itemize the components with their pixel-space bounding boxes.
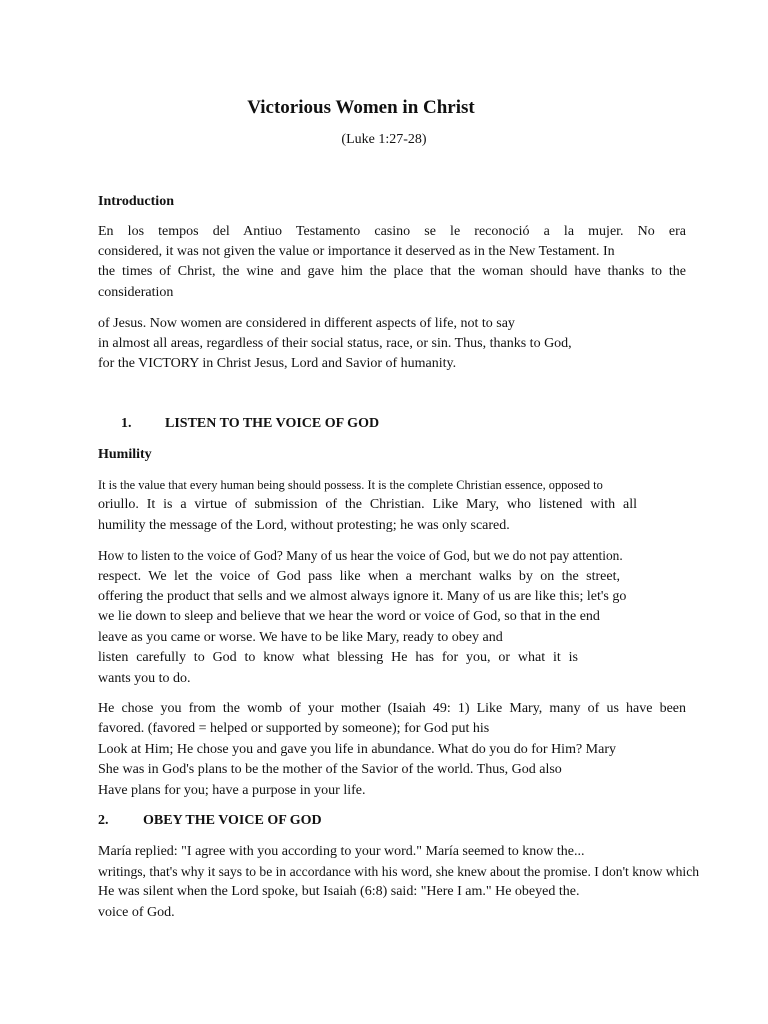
intro-p1-line: En los tempos del Antiuo Testamento casino se le reconoció a la mujer. No era (98, 224, 686, 239)
obey-line: He was silent when the Lord spoke, but Isaiah (6:8) said: "Here I am." He obeyed the. (98, 884, 580, 899)
section-2-number: 2. (98, 813, 109, 828)
intro-heading: Introduction (98, 194, 174, 209)
intro-p2-line: of Jesus. Now women are considered in different aspects of life, not to say (98, 316, 515, 331)
intro-p1-line: the times of Christ, the wine and gave him the place that the woman should have thanks to the (98, 264, 686, 279)
listen-line: respect. We let the voice of God pass like when a merchant walks by on the street, (98, 569, 620, 584)
obey-line: voice of God. (98, 905, 175, 920)
humility-heading: Humility (98, 447, 152, 462)
chose-line: Have plans for you; have a purpose in your life. (98, 783, 366, 798)
humility-line: It is the value that every human being should possess. It is the complete Christian essence, opposed to (98, 478, 603, 492)
intro-p2-line: for the VICTORY in Christ Jesus, Lord and Savior of humanity. (98, 356, 457, 371)
humility-line: humility the message of the Lord, without protesting; he was only scared. (98, 518, 510, 533)
document-title: Victorious Women in Christ (247, 97, 475, 118)
chose-line: He chose you from the womb of your mother (Isaiah 49: 1) Like Mary, many of us have been (98, 701, 686, 716)
listen-line: leave as you came or worse. We have to be like Mary, ready to obey and (98, 630, 503, 645)
section-1-number: 1. (121, 416, 132, 431)
intro-p1-line: consideration (98, 285, 174, 300)
section-2-title: OBEY THE VOICE OF GOD (143, 813, 322, 828)
intro-p1-line: considered, it was not given the value or importance it deserved as in the New Testament. In (98, 244, 615, 259)
section-1-title: LISTEN TO THE VOICE OF GOD (165, 416, 380, 431)
listen-line: wants you to do. (98, 671, 191, 686)
obey-line: writings, that's why it says to be in accordance with his word, she knew about the promise. I don't know which (98, 864, 700, 879)
listen-line: we lie down to sleep and believe that we hear the word or voice of God, so that in the end (98, 609, 600, 624)
listen-line: offering the product that sells and we almost always ignore it. Many of us are like this; let's go (98, 589, 627, 604)
intro-p2-line: in almost all areas, regardless of their social status, race, or sin. Thus, thanks to God, (98, 336, 572, 351)
chose-line: favored. (favored = helped or supported by someone); for God put his (98, 721, 490, 736)
listen-line: How to listen to the voice of God? Many of us hear the voice of God, but we do not pay attention. (98, 548, 623, 563)
chose-line: Look at Him; He chose you and gave you life in abundance. What do you do for Him? Mary (98, 742, 616, 757)
obey-line: María replied: "I agree with you according to your word." María seemed to know the... (98, 844, 585, 859)
chose-line: She was in God's plans to be the mother of the Savior of the world. Thus, God also (98, 762, 562, 777)
document-subtitle: (Luke 1:27-28) (341, 132, 427, 147)
humility-line: oriullo. It is a virtue of submission of the Christian. Like Mary, who listened with all (98, 497, 637, 512)
listen-line: listen carefully to God to know what blessing He has for you, or what it is (98, 650, 578, 665)
